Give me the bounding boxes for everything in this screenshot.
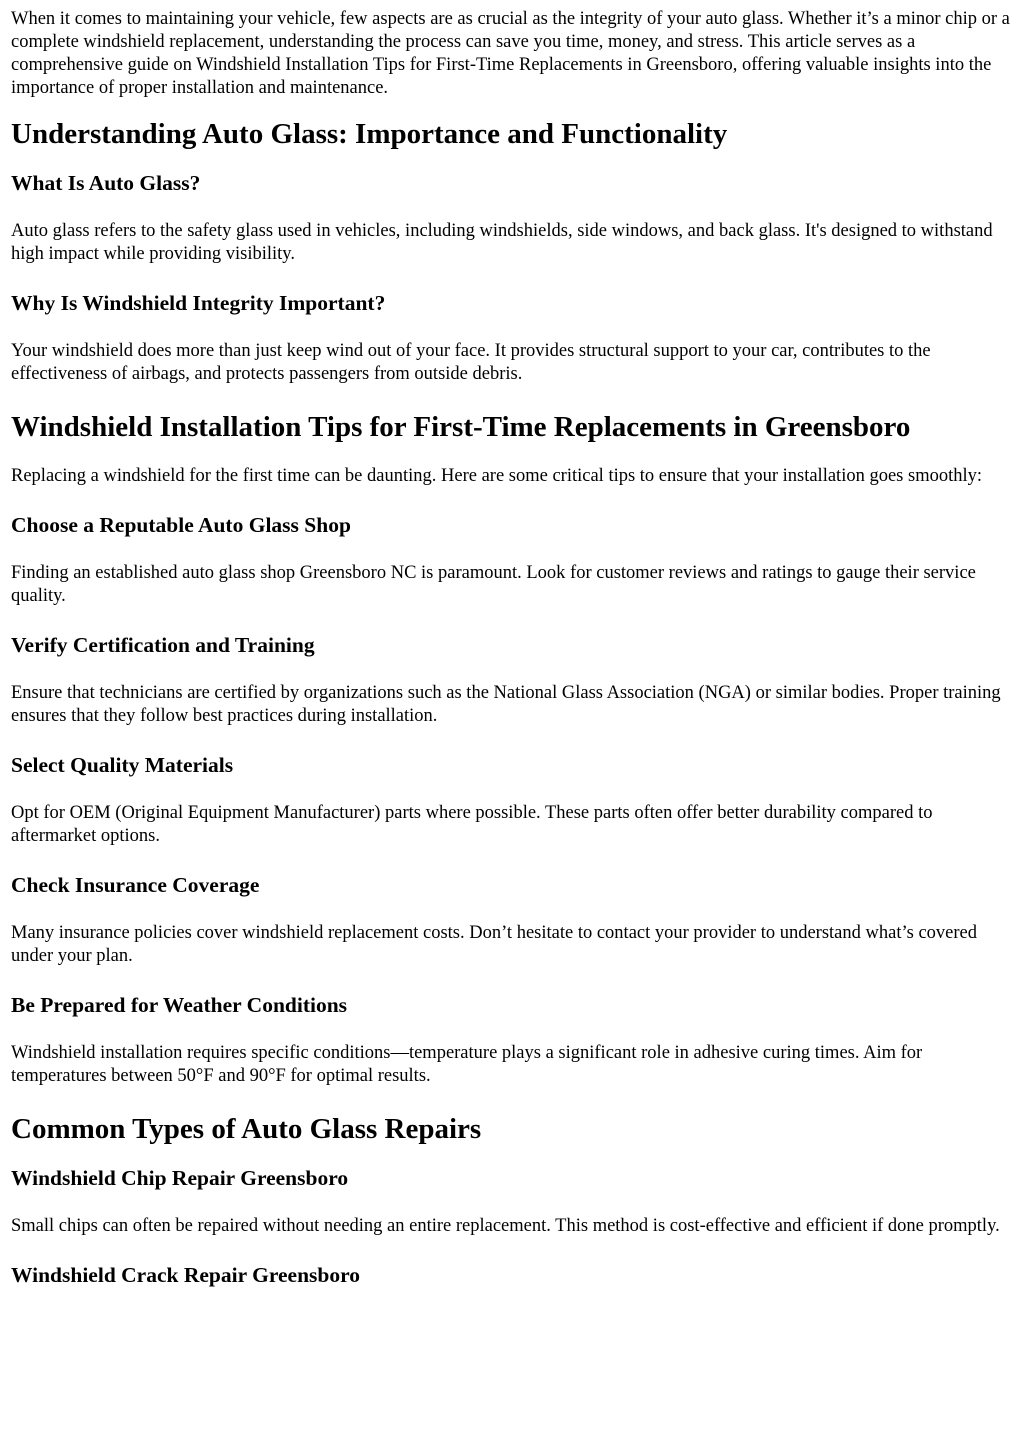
paragraph-installation-intro: Replacing a windshield for the first time can be daunting. Here are some critical tips to ensure that your installation goes smoothly: <box>11 466 982 486</box>
subheading-crack-repair: Windshield Crack Repair Greensboro <box>11 1263 361 1287</box>
paragraph-windshield-integrity: Your windshield does more than just keep wind out of your face. It provides structural support to your car, contributes to the effectiveness of airbags, and protects passengers from outside debris. <box>11 341 931 384</box>
paragraph-reputable-shop: Finding an established auto glass shop Greensboro NC is paramount. Look for customer reviews and ratings to gauge their service quality. <box>11 563 976 606</box>
subheading-insurance: Check Insurance Coverage <box>11 873 260 897</box>
paragraph-chip-repair: Small chips can often be repaired without needing an entire replacement. This method is cost-effective and efficient if done promptly. <box>11 1216 1000 1236</box>
paragraph-weather: Windshield installation requires specific conditions—temperature plays a significant role in adhesive curing times. Aim for temperatures between 50°F and 90°F for optimal results. <box>11 1043 923 1086</box>
subheading-reputable-shop: Choose a Reputable Auto Glass Shop <box>11 513 351 537</box>
paragraph-what-is-auto-glass: Auto glass refers to the safety glass used in vehicles, including windshields, side windows, and back glass. It's designed to withstand high impact while providing visibility. <box>11 221 993 264</box>
paragraph-insurance: Many insurance policies cover windshield replacement costs. Don’t hesitate to contact your provider to understand what’s covered under your plan. <box>11 923 977 966</box>
subheading-windshield-integrity: Why Is Windshield Integrity Important? <box>11 291 386 315</box>
subheading-certification: Verify Certification and Training <box>11 633 315 657</box>
subheading-what-is-auto-glass: What Is Auto Glass? <box>11 171 201 195</box>
section-heading-installation-tips: Windshield Installation Tips for First-Time Replacements in Greensboro <box>11 411 911 443</box>
intro-paragraph: When it comes to maintaining your vehicle, few aspects are as crucial as the integrity of your auto glass. Whether it’s a minor chip or a complete windshield replacement, understanding the process can save you time, money, and stress. This article serves as a comprehensive guide on Windshield Installation Tips for First-Time Replacements in Greensboro, offering valuable insights into the importance of proper installation and maintenance. <box>11 9 1010 98</box>
section-heading-common-repairs: Common Types of Auto Glass Repairs <box>11 1113 482 1145</box>
section-heading-understanding-auto-glass: Understanding Auto Glass: Importance and Functionality <box>11 118 728 150</box>
subheading-weather: Be Prepared for Weather Conditions <box>11 993 348 1017</box>
subheading-quality-materials: Select Quality Materials <box>11 753 234 777</box>
paragraph-certification: Ensure that technicians are certified by organizations such as the National Glass Association (NGA) or similar bodies. Proper training ensures that they follow best practices during installation. <box>11 683 1001 726</box>
paragraph-quality-materials: Opt for OEM (Original Equipment Manufacturer) parts where possible. These parts often offer better durability compared to aftermarket options. <box>11 803 933 846</box>
subheading-chip-repair: Windshield Chip Repair Greensboro <box>11 1166 349 1190</box>
